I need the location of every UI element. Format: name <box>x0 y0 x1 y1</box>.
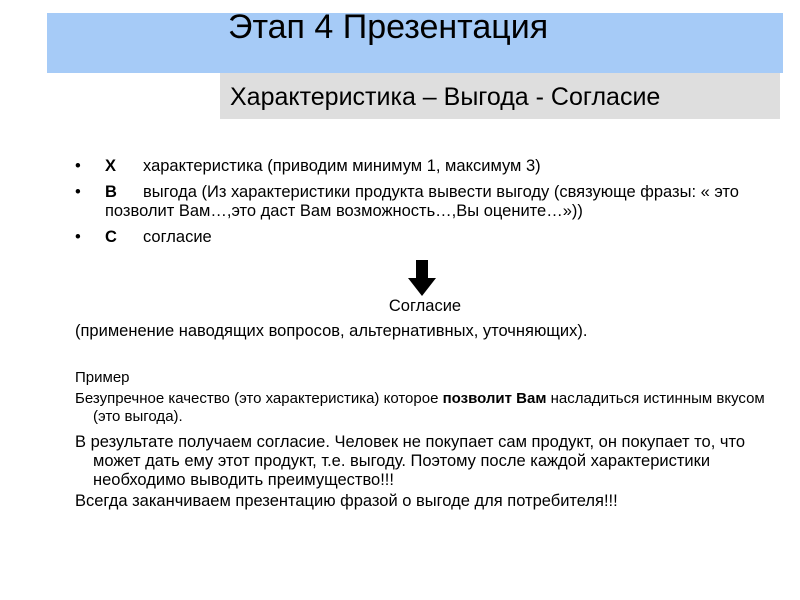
example-heading: Пример <box>75 369 130 386</box>
agreement-note: (применение наводящих вопросов, альтернативных, уточняющих). <box>75 322 588 340</box>
bullet-icon: • <box>75 157 81 175</box>
bullet-text: согласие <box>143 228 212 246</box>
bullet-text: характеристика (приводим минимум 1, максимум 3) <box>143 157 541 175</box>
example-text-end: насладиться истинным вкусом (это выгода). <box>93 390 765 425</box>
example-text <box>75 390 783 426</box>
bullet-letter: С <box>105 228 117 246</box>
bullet-text: выгода (Из характеристики продукта вывести выгоду (связующе фразы: « это позволит Вам…,это даст Вам возможность…,Вы оцените…»)) <box>105 183 739 220</box>
slide-subtitle: Характеристика – Выгода - Согласие <box>230 83 661 111</box>
bullet-icon: • <box>75 228 81 246</box>
list-item <box>75 228 755 247</box>
bullet-list <box>75 157 755 254</box>
example-highlight: позволит Вам <box>442 390 547 407</box>
arrow-down-icon <box>408 260 436 296</box>
bullet-icon: • <box>75 183 81 201</box>
result-paragraph: В результате получаем согласие. Человек не покупает сам продукт, он покупает то, что может дать ему этот продукт, т.е. выгоду. Поэтому после каждой характеристики необходимо выводить преимущество!!! <box>75 433 746 489</box>
closing-paragraph: Всегда заканчиваем презентацию фразой о выгоде для потребителя!!! <box>75 492 618 510</box>
list-item <box>75 183 755 221</box>
agreement-label: Согласие <box>388 297 462 315</box>
list-item <box>75 157 755 176</box>
bullet-letter: В <box>105 183 117 201</box>
example-text-start: Безупречное качество (это характеристика) которое <box>75 390 443 407</box>
bullet-letter: Х <box>105 157 117 175</box>
slide-title: Этап 4 Презентация <box>228 8 549 46</box>
